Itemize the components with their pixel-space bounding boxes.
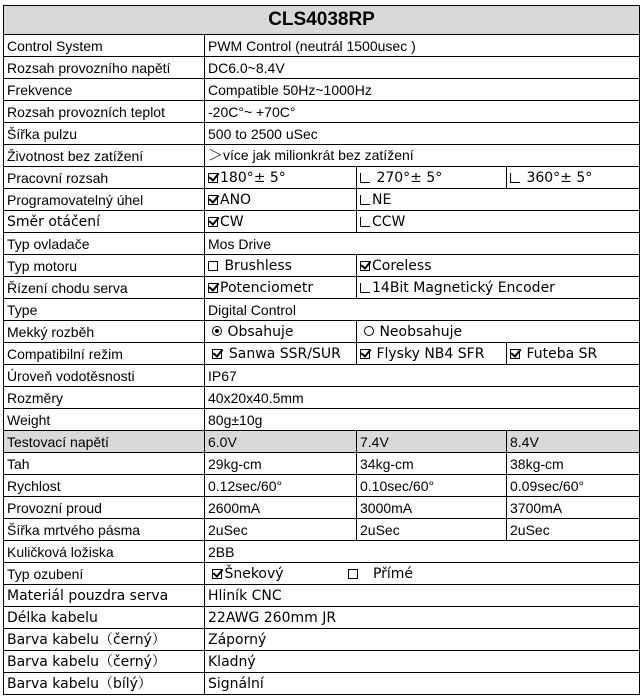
current-value: 3700mA — [507, 497, 640, 519]
row-label: Barva kabelu（černý） — [4, 629, 205, 651]
table-row — [4, 211, 640, 233]
radio-selected-icon — [212, 326, 222, 336]
table-row — [4, 475, 640, 497]
table-row — [4, 299, 640, 321]
voltage-value: 6.0V — [205, 431, 357, 453]
checkbox-unchecked-icon — [360, 173, 370, 183]
row-label: Type — [4, 299, 205, 321]
table-row — [4, 497, 640, 519]
row-value: 80g±10g — [205, 409, 640, 431]
row-label: Programovatelný úhel — [4, 189, 205, 211]
row-value: Záporný — [205, 629, 640, 651]
option-label: Flysky NB4 SFR — [376, 345, 485, 362]
row-label: Control System — [4, 35, 205, 57]
row-label: Pracovní rozsah — [4, 167, 205, 189]
row-value — [205, 145, 640, 167]
table-row — [4, 629, 640, 651]
table-row — [4, 673, 640, 695]
checkbox-checked-icon — [360, 261, 370, 271]
row-label: Typ motoru — [4, 255, 205, 277]
row-value: Kladný — [205, 651, 640, 673]
checkbox-checked-icon — [208, 283, 218, 293]
option-label: Brushless — [224, 257, 292, 274]
table-row — [4, 57, 640, 79]
row-label: Typ ozubení — [4, 563, 205, 585]
option-cell — [357, 343, 507, 365]
option-label: Obsahuje — [227, 323, 294, 340]
option-label: NE — [372, 191, 392, 208]
table-row — [4, 585, 640, 607]
option-cell — [205, 321, 357, 343]
row-label: Weight — [4, 409, 205, 431]
option-cell — [357, 255, 640, 277]
current-value: 3000mA — [357, 497, 507, 519]
option-cell — [357, 189, 640, 211]
row-value: Signální — [205, 673, 640, 695]
title-row — [4, 6, 640, 35]
row-label: Šířka mrtvého pásma — [4, 519, 205, 541]
checkbox-checked-icon — [212, 349, 222, 359]
row-value: 40x20x40.5mm — [205, 387, 640, 409]
checkbox-unchecked-icon — [208, 261, 218, 271]
option-cell — [507, 167, 640, 189]
table-row — [4, 101, 640, 123]
table-row — [4, 563, 640, 585]
option-cell — [205, 255, 357, 277]
greater-than-symbol: ＞ — [208, 147, 224, 164]
row-value: Hliník CNC — [205, 585, 640, 607]
option-cell — [507, 343, 640, 365]
row-label: Úroveň vodotěsnosti — [4, 365, 205, 387]
option-label: 270°± 5° — [376, 169, 443, 186]
speed-value: 0.12sec/60° — [205, 475, 357, 497]
row-value: 22AWG 260mm JR — [205, 607, 640, 629]
row-label: Rozsah provozních teplot — [4, 101, 205, 123]
table-row — [4, 233, 640, 255]
torque-value: 38kg-cm — [507, 453, 640, 475]
table-row — [4, 167, 640, 189]
row-label: Tah — [4, 453, 205, 475]
speed-value: 0.09sec/60° — [507, 475, 640, 497]
table-row — [4, 343, 640, 365]
deadband-value: 2uSec — [507, 519, 640, 541]
option-cell — [205, 563, 640, 585]
table-row — [4, 79, 640, 101]
row-value: 2BB — [205, 541, 640, 563]
speed-value: 0.10sec/60° — [357, 475, 507, 497]
table-row — [4, 651, 640, 673]
option-label: 360°± 5° — [526, 169, 593, 186]
voltage-value: 8.4V — [507, 431, 640, 453]
row-label: Mekký rozběh — [4, 321, 205, 343]
row-label: Frekvence — [4, 79, 205, 101]
table-row — [4, 541, 640, 563]
table-row — [4, 607, 640, 629]
option-cell — [205, 211, 357, 233]
table-row — [4, 277, 640, 299]
row-value: -20C°~ +70C° — [205, 101, 640, 123]
deadband-value: 2uSec — [205, 519, 357, 541]
option-label: 14Bit Magnetický Encoder — [372, 279, 555, 296]
table-row — [4, 321, 640, 343]
table-row — [4, 387, 640, 409]
row-label: Šířka pulzu — [4, 123, 205, 145]
checkbox-checked-icon — [360, 349, 370, 359]
option-label: Sanwa SSR/SUR — [228, 345, 341, 362]
row-label: Kuličková ložiska — [4, 541, 205, 563]
deadband-value: 2uSec — [357, 519, 507, 541]
row-label: Barva kabelu（černý） — [4, 651, 205, 673]
table-row — [4, 145, 640, 167]
option-label: Futeba SR — [526, 345, 598, 362]
option-label: Coreless — [372, 257, 432, 274]
torque-value: 29kg-cm — [205, 453, 357, 475]
row-label: Délka kabelu — [4, 607, 205, 629]
row-label: Materiál pouzdra serva — [4, 585, 205, 607]
checkbox-checked-icon — [510, 349, 520, 359]
checkbox-unchecked-icon — [360, 217, 370, 227]
option-label: Potenciometr — [220, 279, 314, 296]
option-label: CW — [220, 213, 244, 230]
row-label: Rychlost — [4, 475, 205, 497]
row-value: Digital Control — [205, 299, 640, 321]
current-value: 2600mA — [205, 497, 357, 519]
option-cell — [205, 167, 357, 189]
row-label: Testovací napětí — [4, 431, 205, 453]
option-label: 180°± 5° — [220, 169, 286, 186]
row-value: PWM Control (neutrál 1500usec ) — [205, 35, 640, 57]
checkbox-unchecked-icon — [348, 569, 358, 579]
row-label: Rozsah provozního napětí — [4, 57, 205, 79]
table-row — [4, 189, 640, 211]
spec-table — [3, 5, 640, 695]
table-row — [4, 255, 640, 277]
row-label: Směr otáčení — [4, 211, 205, 233]
option-cell — [205, 343, 357, 365]
checkbox-unchecked-icon — [510, 173, 520, 183]
row-value: DC6.0~8.4V — [205, 57, 640, 79]
row-label: Rozměry — [4, 387, 205, 409]
table-row — [4, 123, 640, 145]
row-value: 500 to 2500 uSec — [205, 123, 640, 145]
option-cell — [357, 167, 507, 189]
checkbox-checked-icon — [208, 195, 218, 205]
table-row — [4, 519, 640, 541]
option-cell — [357, 321, 640, 343]
row-label: Barva kabelu（bílý） — [4, 673, 205, 695]
option-label: Přímé — [372, 565, 414, 582]
checkbox-checked-icon — [208, 173, 218, 183]
option-label: Neobsahuje — [379, 323, 463, 340]
checkbox-unchecked-icon — [360, 283, 370, 293]
torque-value: 34kg-cm — [357, 453, 507, 475]
radio-unselected-icon — [364, 326, 374, 336]
row-label: Typ ovladače — [4, 233, 205, 255]
row-label: Provozní proud — [4, 497, 205, 519]
row-value: IP67 — [205, 365, 640, 387]
row-label: Životnost bez zatížení — [4, 145, 205, 167]
table-row — [4, 409, 640, 431]
table-row — [4, 453, 640, 475]
lifespan-text: více jak milionkrát bez zatížení — [223, 147, 414, 163]
voltage-value: 7.4V — [357, 431, 507, 453]
table-row — [4, 365, 640, 387]
option-cell — [357, 277, 640, 299]
option-cell — [357, 211, 640, 233]
option-label: Šnekový — [224, 565, 284, 582]
test-voltage-row — [4, 431, 640, 453]
row-label: Řízení chodu serva — [4, 277, 205, 299]
checkbox-checked-icon — [212, 569, 222, 579]
table-title: CLS4038RP — [4, 6, 640, 35]
option-label: CCW — [372, 213, 406, 230]
checkbox-checked-icon — [208, 217, 218, 227]
checkbox-unchecked-icon — [360, 195, 370, 205]
row-label: Compatibilní režim — [4, 343, 205, 365]
option-cell — [205, 277, 357, 299]
row-value: Mos Drive — [205, 233, 640, 255]
option-cell — [205, 189, 357, 211]
table-row — [4, 35, 640, 57]
option-label: ANO — [220, 191, 252, 208]
row-value: Compatible 50Hz~1000Hz — [205, 79, 640, 101]
